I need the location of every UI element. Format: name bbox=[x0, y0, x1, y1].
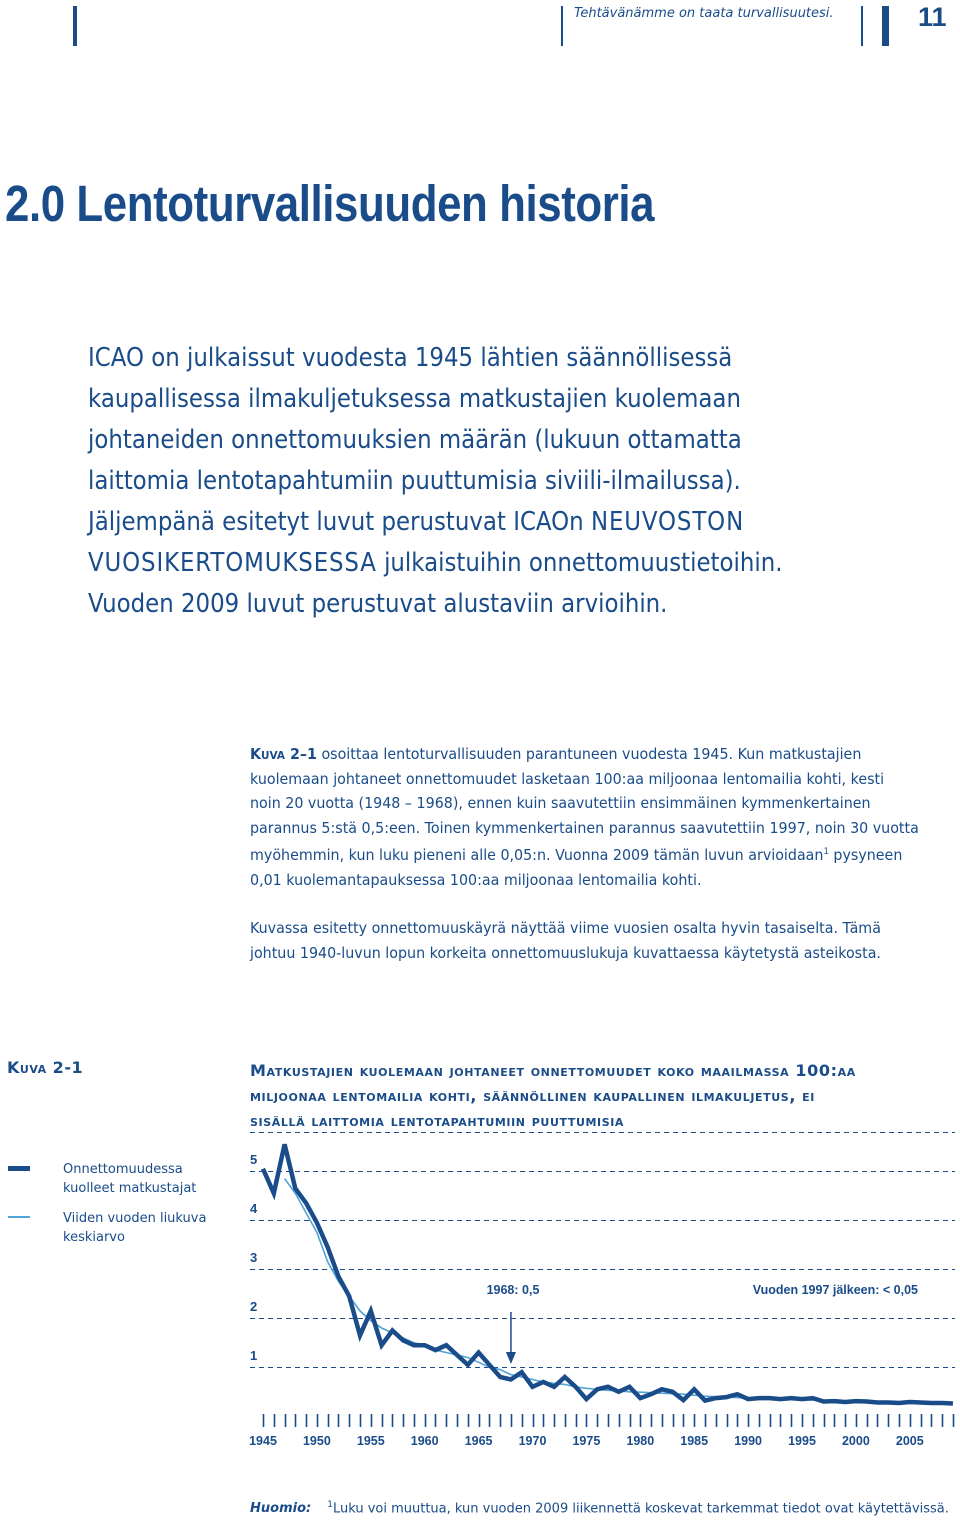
chart-title-line: Matkustajien kuolemaan johtaneet onnettomuudet koko maailmassa 100:aa bbox=[250, 1061, 856, 1080]
chart-grid bbox=[250, 1133, 955, 1368]
y-axis-ticks bbox=[250, 1152, 258, 1363]
x-tick-label: 1955 bbox=[356, 1434, 385, 1448]
legend-item-passengers: Onnettomuudessa kuolleet matkustajat bbox=[63, 1162, 197, 1196]
x-tick-label: 2000 bbox=[841, 1434, 870, 1448]
x-tick-label: 1960 bbox=[410, 1434, 439, 1448]
x-tick-label: 1980 bbox=[626, 1434, 655, 1448]
y-tick-label: 1 bbox=[250, 1348, 258, 1363]
y-tick-label: 5 bbox=[250, 1152, 258, 1167]
footnote-marker: 1 bbox=[823, 847, 829, 857]
legend-item-moving-average: Viiden vuoden liukuva keskiarvo bbox=[63, 1211, 207, 1245]
body-line: noin 20 vuotta (1948 – 1968), ennen kuin saavutettiin ensimmäinen kymmenkertainen bbox=[250, 794, 871, 812]
chart-annotations bbox=[487, 1283, 918, 1364]
x-tick-label: 2005 bbox=[895, 1434, 924, 1448]
intro-line: johtaneiden onnettomuuksien määrän (lukuun ottamatta bbox=[88, 425, 742, 455]
x-tick-label: 1970 bbox=[518, 1434, 547, 1448]
body-text-run: osoittaa lentoturvallisuuden parantuneen vuodesta 1945. Kun matkustajien bbox=[316, 745, 862, 763]
body-line: parannus 5:stä 0,5:een. Toinen kymmenkertainen parannus saavutettiin 1997, noin 30 vuotta bbox=[250, 818, 919, 837]
intro-line: laittomia lentotapahtumiin puuttumisia siviili-ilmailussa). bbox=[88, 466, 741, 496]
footnote-text: Luku voi muuttua, kun vuoden 2009 liikennettä koskevat tarkemmat tiedot ovat käytettävissä. bbox=[332, 1501, 949, 1517]
body-line: Kuvassa esitetty onnettomuuskäyrä näyttää viime vuosien osalta hyvin tasaiselta. Tämä bbox=[250, 919, 881, 937]
body-line: kuolemaan johtaneet onnettomuudet lasketaan 100:aa miljoonaa lentomailia kohti, kesti bbox=[250, 769, 885, 788]
chart-series bbox=[263, 1144, 953, 1403]
x-tick-label: 1985 bbox=[680, 1434, 709, 1448]
x-tick-label: 1945 bbox=[249, 1434, 277, 1448]
figure-label: Kuva 2-1 bbox=[7, 1058, 84, 1077]
body-line: johtuu 1940-luvun lopun korkeita onnettomuuslukuja kuvattaessa käytetystä asteikosta. bbox=[250, 943, 881, 962]
chart-title-line: sisällä laittomia lentotapahtumiin puuttumisia bbox=[250, 1111, 625, 1130]
header-tagline: Tehtävänämme on taata turvallisuutesi. bbox=[574, 6, 834, 21]
body-text-run: myöhemmin, kun luku pieneni alle 0,05:n. Vuonna 2009 tämän luvun arvioidaan bbox=[250, 846, 824, 864]
intro-text: julkaistuihin onnettomuustietoihin. bbox=[376, 548, 783, 578]
y-tick-label: 3 bbox=[250, 1250, 258, 1265]
figure-reference: Kuva 2–1 bbox=[250, 745, 317, 763]
x-tick-label: 1950 bbox=[302, 1434, 331, 1448]
intro-line: Vuoden 2009 luvut perustuvat alustaviin arvioihin. bbox=[88, 589, 668, 619]
footnote-sup: 1 bbox=[327, 1500, 333, 1510]
page-number: 11 bbox=[918, 2, 947, 32]
intro-line: kaupallisessa ilmakuljetuksessa matkustajien kuolemaan bbox=[88, 384, 741, 414]
series-line-passengers bbox=[263, 1144, 953, 1403]
annotation-1997-text: Vuoden 1997 jälkeen: < 0,05 bbox=[752, 1283, 918, 1297]
x-tick-label: 1965 bbox=[464, 1434, 493, 1448]
chart-title-line: miljoonaa lentomailia kohti, säännöllinen kaupallinen ilmakuljetus, ei bbox=[250, 1086, 815, 1105]
body-line: 0,01 kuolemantapauksessa 100:aa miljoonaa lentomailia kohti. bbox=[250, 870, 702, 889]
annotation-1968-text: 1968: 0,5 bbox=[486, 1283, 540, 1297]
intro-caps: NEUVOSTON bbox=[590, 507, 745, 537]
y-tick-label: 2 bbox=[250, 1299, 258, 1314]
footnote-label: Huomio: bbox=[250, 1501, 312, 1517]
intro-text: Jäljempänä esitetyt luvut perustuvat ICAOn bbox=[88, 507, 591, 537]
x-tick-label: 1995 bbox=[788, 1434, 816, 1448]
page-title: 2.0 Lentoturvallisuuden historia bbox=[5, 175, 655, 232]
x-tick-label: 1975 bbox=[572, 1434, 601, 1448]
footnote bbox=[250, 1500, 949, 1516]
annotation-1968-arrowhead bbox=[506, 1352, 516, 1364]
intro-line: ICAO on julkaissut vuodesta 1945 lähtien säännöllisessä bbox=[88, 343, 733, 373]
x-tick-label: 1990 bbox=[734, 1434, 763, 1448]
body-text-run: pysyneen bbox=[828, 846, 903, 864]
intro-caps: VUOSIKERTOMUKSESSA bbox=[88, 548, 377, 578]
y-tick-label: 4 bbox=[250, 1201, 258, 1216]
x-axis-ticks bbox=[249, 1414, 953, 1448]
